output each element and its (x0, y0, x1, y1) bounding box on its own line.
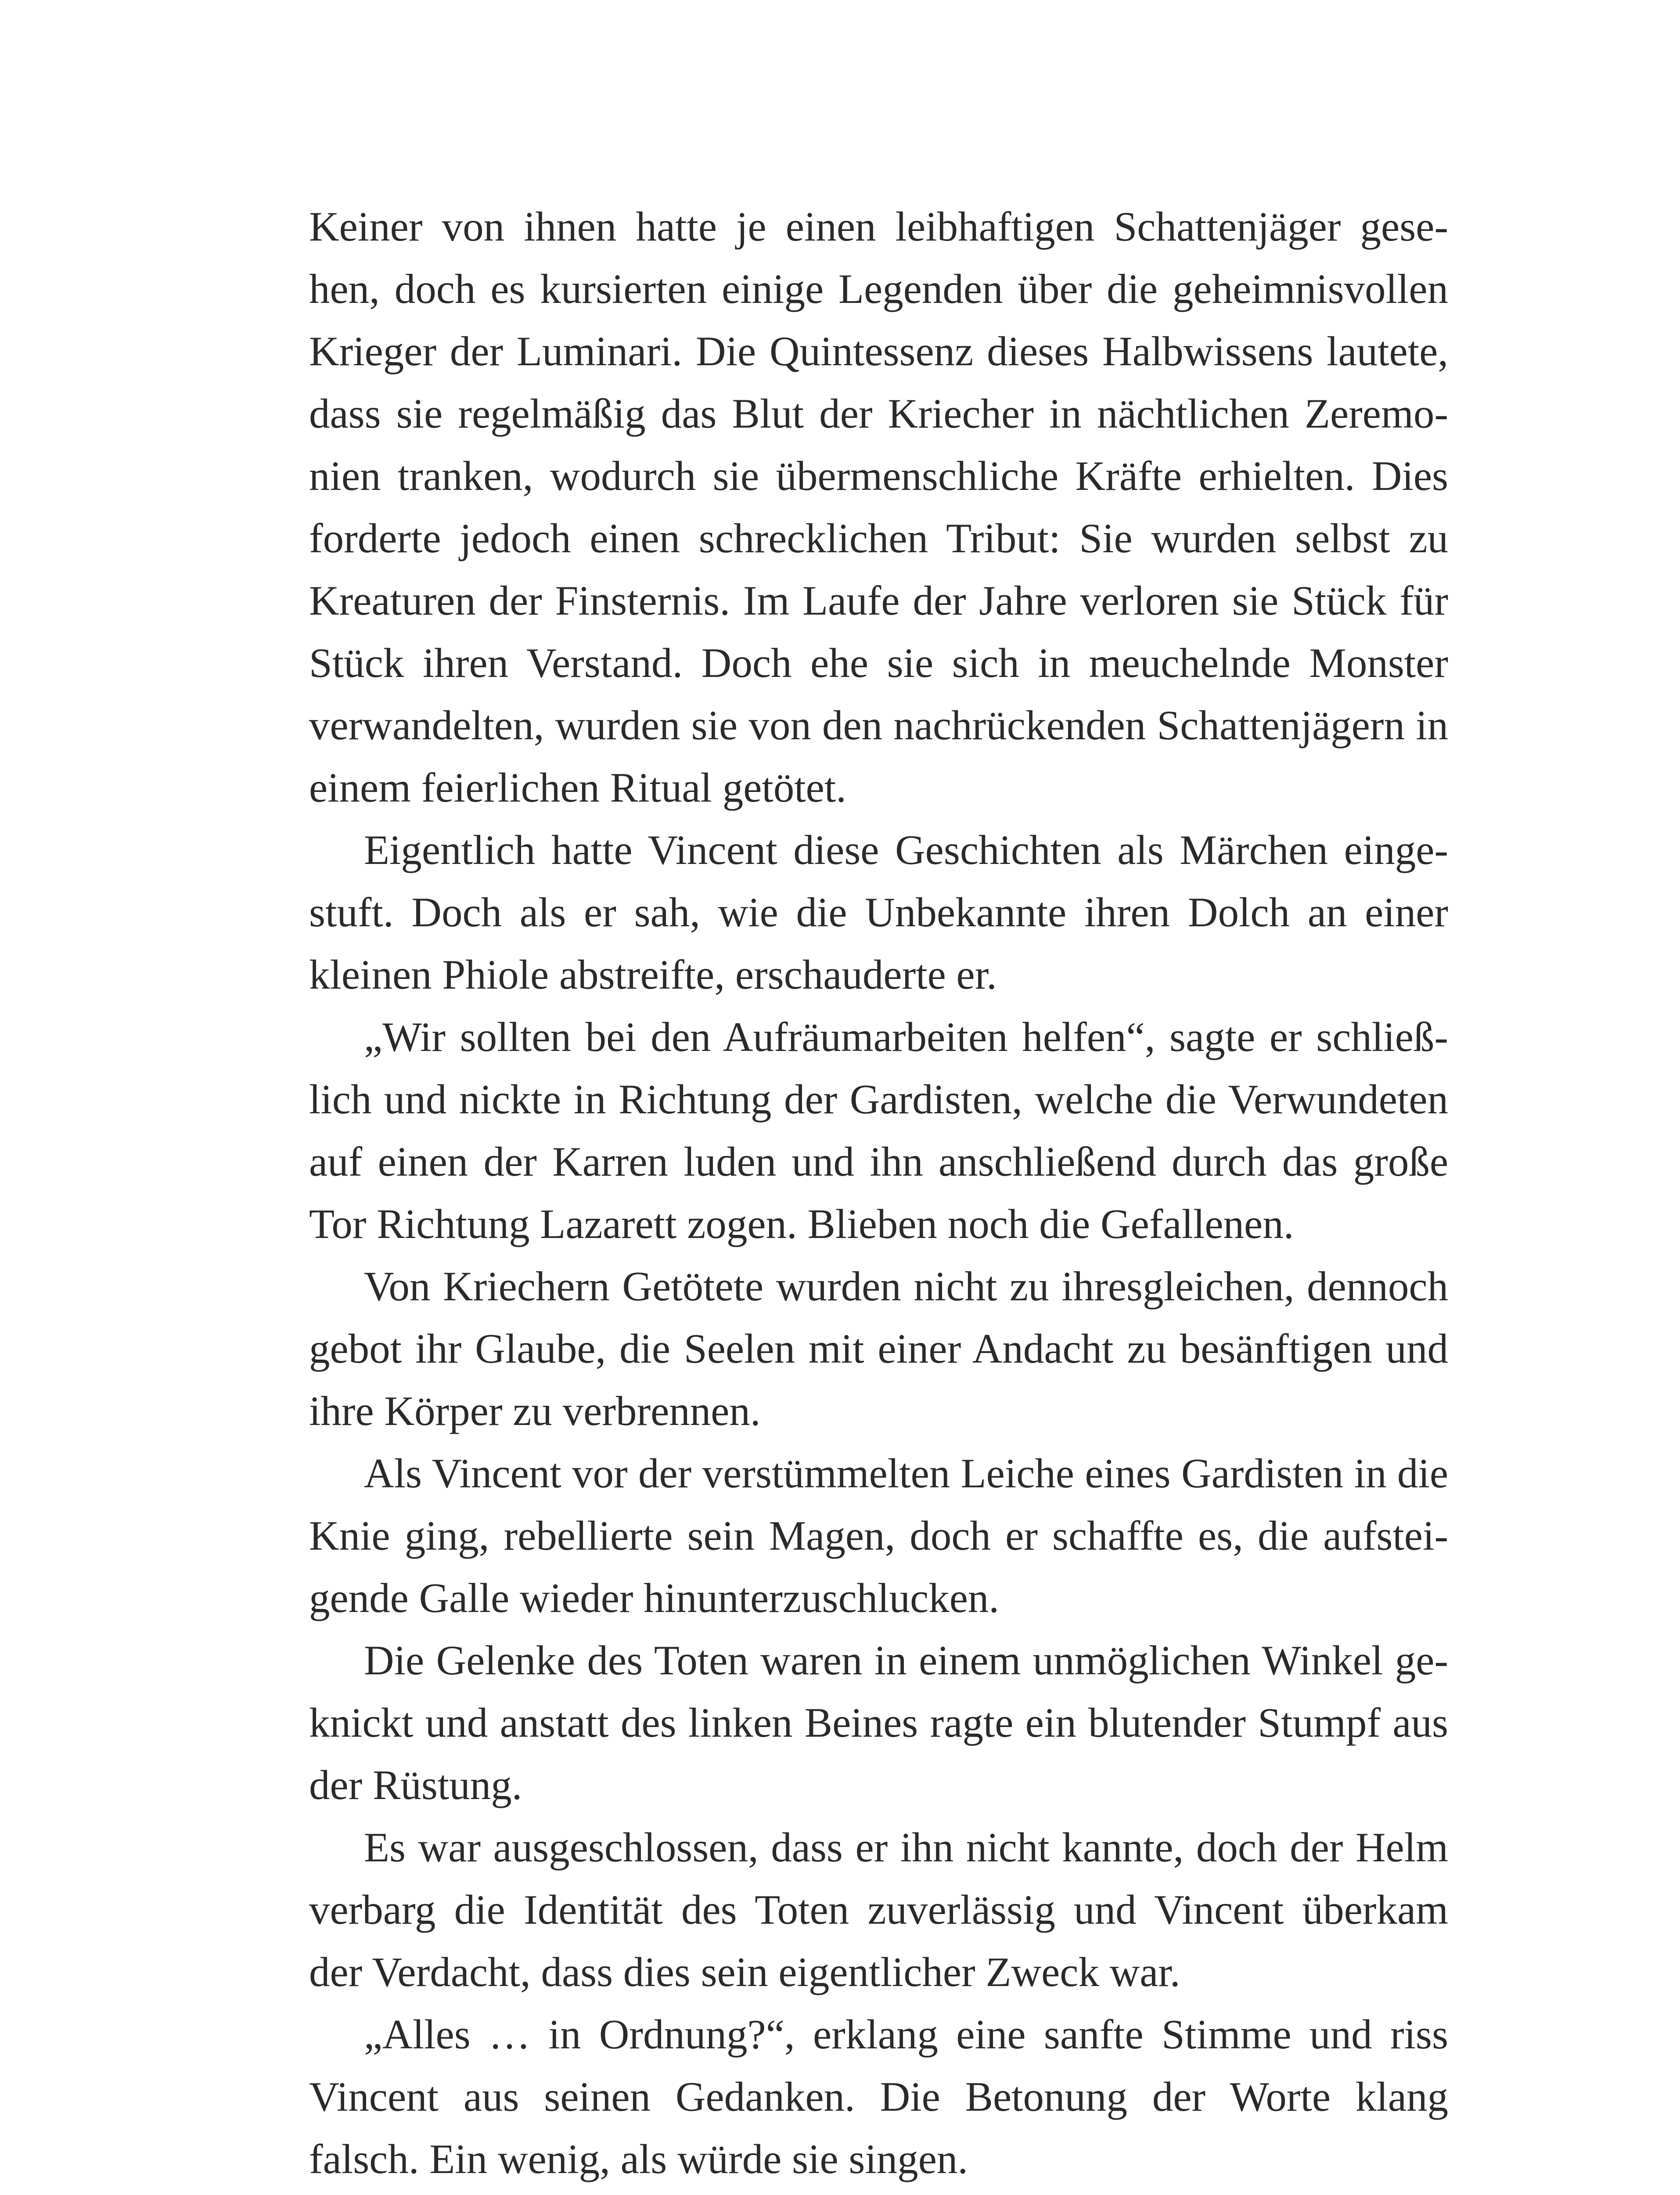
text-line: forderte jedoch einen schrecklichen Tribut: Sie wurden selbst zu (309, 515, 1448, 561)
paragraph (309, 1255, 1448, 1442)
body-text (309, 195, 1448, 2190)
text-line: Die Gelenke des Toten waren in einem unmöglichen Winkel ge- (364, 1637, 1448, 1684)
text-line: Vincent aus seinen Gedanken. Die Betonung der Worte klang (309, 2073, 1448, 2120)
text-line: verwandelten, wurden sie von den nachrückenden Schattenjägern in (309, 702, 1448, 748)
text-line: Stück ihren Verstand. Doch ehe sie sich in meuchelnde Monster (309, 640, 1448, 686)
text-line: Eigentlich hatte Vincent diese Geschichten als Märchen einge- (364, 827, 1448, 873)
text-line: der Rüstung. (309, 1762, 522, 1808)
text-line: Kreaturen der Finsternis. Im Laufe der Jahre verloren sie Stück für (309, 577, 1448, 624)
text-line: Keiner von ihnen hatte je einen leibhaftigen Schattenjäger gese- (309, 203, 1448, 250)
paragraph (309, 195, 1448, 819)
paragraph (309, 1006, 1448, 1255)
text-line: gebot ihr Glaube, die Seelen mit einer Andacht zu besänftigen und (309, 1325, 1448, 1372)
text-line: ihre Körper zu verbrennen. (309, 1388, 761, 1434)
text-line: hen, doch es kursierten einige Legenden über die geheimnisvollen (309, 266, 1448, 312)
text-line: lich und nickte in Richtung der Gardisten, welche die Verwundeten (309, 1076, 1448, 1123)
text-line: Knie ging, rebellierte sein Magen, doch er schaffte es, die aufstei- (309, 1512, 1448, 1559)
text-line: der Verdacht, dass dies sein eigentlicher Zweck war. (309, 1949, 1180, 1995)
text-line: gende Galle wieder hinunterzuschlucken. (309, 1575, 1000, 1621)
text-line: Tor Richtung Lazarett zogen. Blieben noch die Gefallenen. (309, 1201, 1294, 1247)
text-line: Als Vincent vor der verstümmelten Leiche eines Gardisten in die (364, 1450, 1448, 1497)
text-line: dass sie regelmäßig das Blut der Kriecher in nächtlichen Zeremo- (309, 390, 1448, 437)
text-line: Krieger der Luminari. Die Quintessenz dieses Halbwissens lautete, (309, 328, 1448, 374)
text-line: „Wir sollten bei den Aufräumarbeiten helfen“, sagte er schließ- (364, 1014, 1448, 1060)
text-line: Es war ausgeschlossen, dass er ihn nicht kannte, doch der Helm (364, 1824, 1448, 1871)
text-line: einem feierlichen Ritual getötet. (309, 764, 846, 811)
text-line: stuft. Doch als er sah, wie die Unbekannte ihren Dolch an einer (309, 889, 1448, 936)
paragraph (309, 2003, 1448, 2190)
paragraph (309, 819, 1448, 1006)
text-line: falsch. Ein wenig, als würde sie singen. (309, 2136, 968, 2182)
text-line: knickt und anstatt des linken Beines ragte ein blutender Stumpf aus (309, 1699, 1448, 1746)
text-line: auf einen der Karren luden und ihn anschließend durch das große (309, 1138, 1448, 1185)
text-line: verbarg die Identität des Toten zuverlässig und Vincent überkam (309, 1886, 1448, 1933)
text-line: kleinen Phiole abstreifte, erschauderte er. (309, 951, 997, 998)
paragraph (309, 1816, 1448, 2003)
text-line: „Alles … in Ordnung?“, erklang eine sanfte Stimme und riss (364, 2011, 1448, 2058)
text-line: Von Kriechern Getötete wurden nicht zu ihresgleichen, dennoch (364, 1263, 1448, 1310)
text-line: nien tranken, wodurch sie übermenschliche Kräfte erhielten. Dies (309, 453, 1448, 499)
paragraph (309, 1442, 1448, 1629)
paragraph (309, 1629, 1448, 1816)
